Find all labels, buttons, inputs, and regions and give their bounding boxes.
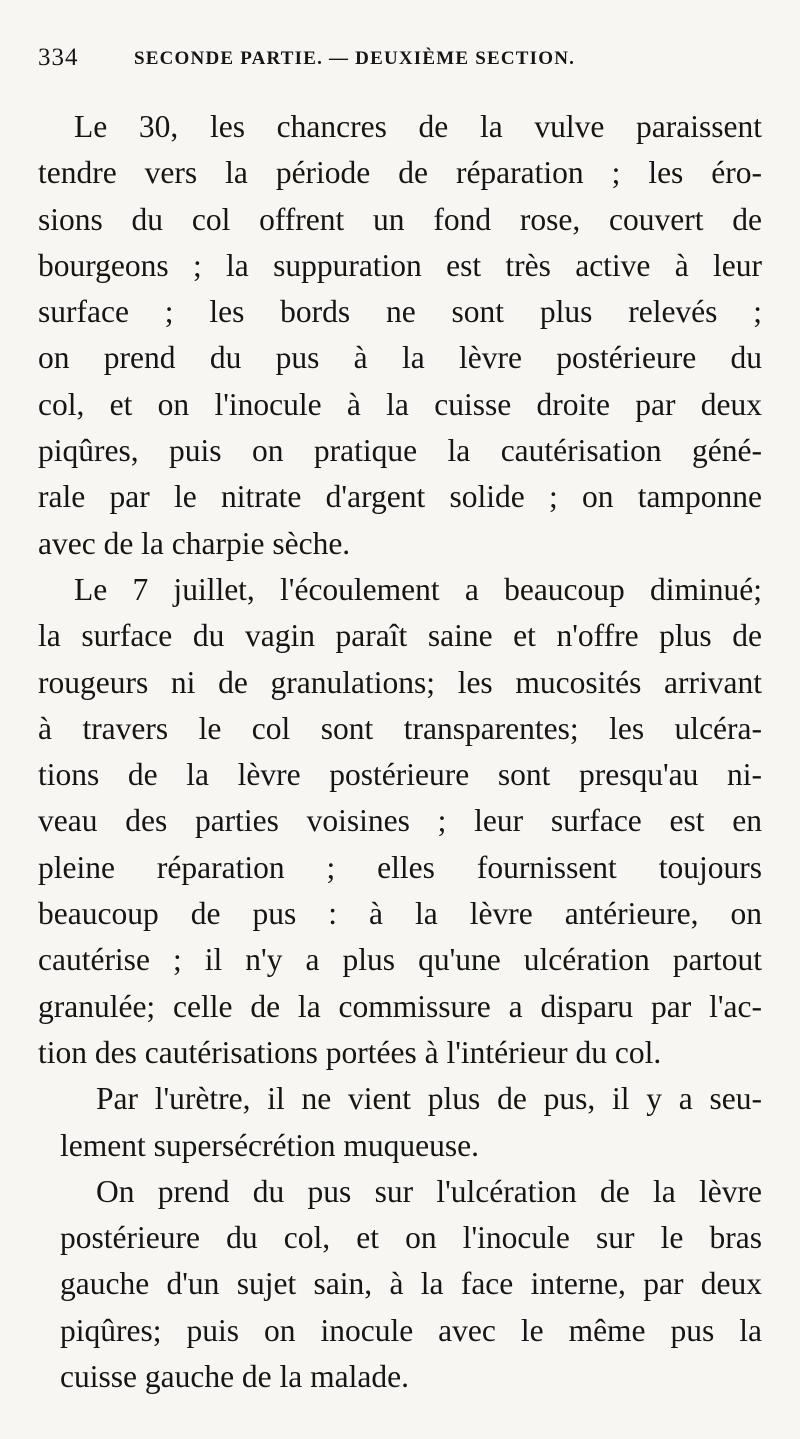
text-line: gauche d'un sujet sain, à la face interne, par deux: [60, 1266, 762, 1302]
paragraph-2: [38, 567, 762, 1076]
text-line: rale par le nitrate d'argent solide ; on tamponne: [38, 479, 762, 515]
text-line: cuisse gauche de la malade.: [60, 1359, 409, 1395]
text-line: tendre vers la période de réparation ; les éro-: [38, 155, 762, 191]
paragraph-4: [60, 1169, 762, 1400]
text-line: Le 7 juillet, l'écoulement a beaucoup diminué;: [74, 571, 762, 607]
text-line: beaucoup de pus : à la lèvre antérieure, on: [38, 896, 762, 932]
text-line: pleine réparation ; elles fournissent toujours: [38, 849, 762, 885]
text-line: postérieure du col, et on l'inocule sur le bras: [60, 1220, 762, 1256]
text-line: piqûres; puis on inocule avec le même pus la: [60, 1312, 762, 1348]
text-line: piqûres, puis on pratique la cautérisation géné-: [38, 433, 762, 469]
paragraph-3: [60, 1076, 762, 1169]
page-number: 334: [38, 44, 79, 71]
text-line: col, et on l'inocule à la cuisse droite par deux: [38, 386, 762, 422]
text-line: On prend du pus sur l'ulcération de la lèvre: [96, 1173, 762, 1209]
body-text: [38, 104, 762, 1400]
text-line: la surface du vagin paraît saine et n'offre plus de: [38, 618, 762, 654]
text-line: surface ; les bords ne sont plus relevés ;: [38, 294, 762, 330]
text-line: avec de la charpie sèche.: [38, 525, 351, 561]
text-line: sions du col offrent un fond rose, couvert de: [38, 201, 762, 237]
text-line: rougeurs ni de granulations; les mucosités arrivant: [38, 664, 762, 700]
text-line: bourgeons ; la suppuration est très active à leur: [38, 247, 762, 283]
text-line: granulée; celle de la commissure a disparu par l'ac-: [38, 988, 762, 1024]
running-title: SECONDE PARTIE. — DEUXIÈME SECTION.: [134, 48, 576, 69]
text-line: Par l'urètre, il ne vient plus de pus, il y a seu-: [96, 1081, 762, 1117]
text-line: tions de la lèvre postérieure sont presqu'au ni-: [38, 757, 762, 793]
text-line: à travers le col sont transparentes; les ulcéra-: [38, 710, 762, 746]
running-header: [38, 44, 740, 80]
text-line: tion des cautérisations portées à l'intérieur du col.: [38, 1034, 662, 1070]
text-line: cautérise ; il n'y a plus qu'une ulcération partout: [38, 942, 762, 978]
text-line: Le 30, les chancres de la vulve paraissent: [74, 109, 762, 144]
text-line: lement supersécrétion muqueuse.: [60, 1127, 479, 1163]
text-line: veau des parties voisines ; leur surface est en: [38, 803, 762, 839]
text-line: on prend du pus à la lèvre postérieure du: [38, 340, 762, 376]
paragraph-1: [38, 104, 762, 567]
